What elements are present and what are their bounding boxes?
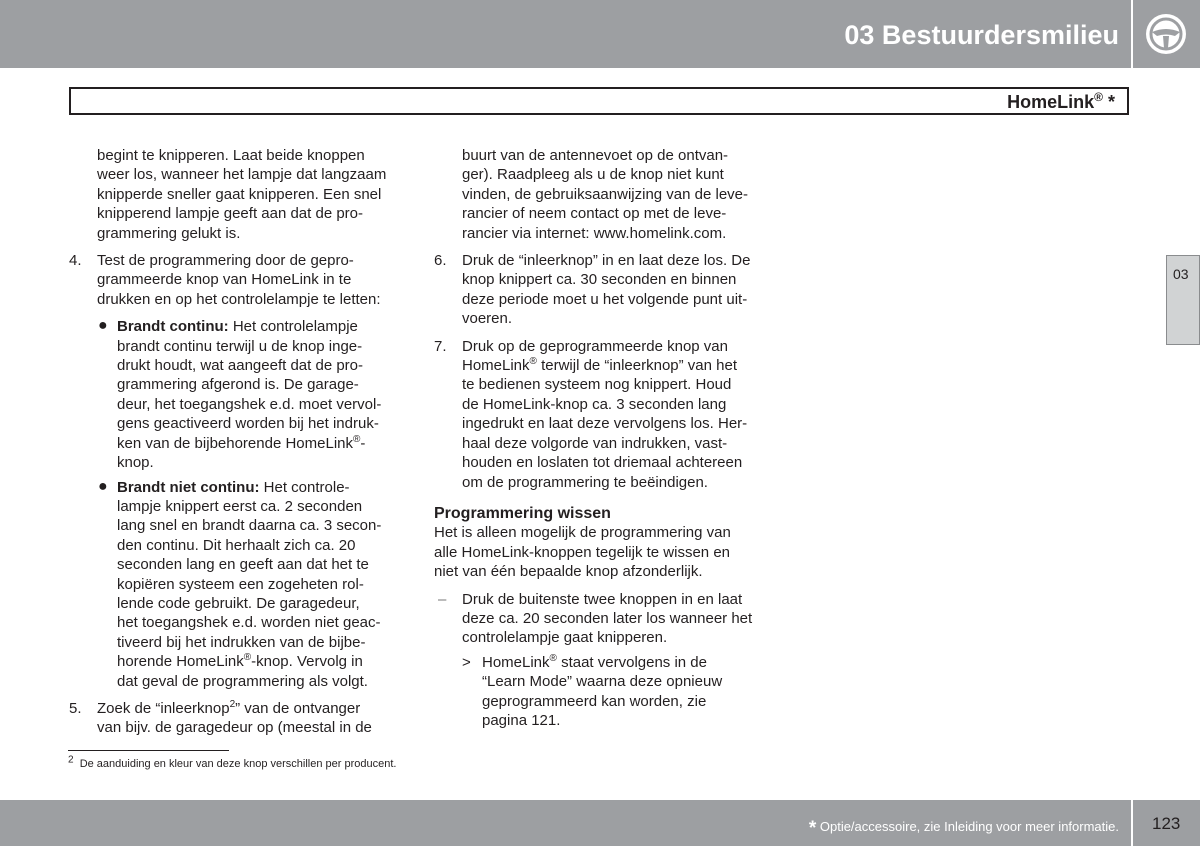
continued-paragraph: buurt van de antennevoet op de ontvan- ger). Raadpleeg als u de knop niet kunt vinden, de gebruiksaanwijzing van de leve- rancier of neem contact op met de leve- rancier via internet: www.homelink.com. <box>462 147 749 242</box>
result-item: > HomeLink® staat vervolgens in de “Learn Mode” waarna deze opnieuw geprogrammeerd kan worden, zie pagina 121. <box>462 652 723 729</box>
page-number-box <box>1133 800 1200 846</box>
bullet-brandt-continu: ● Brandt continu: Het controlelampje brandt continu terwijl u de knop inge- drukt houdt, wat aangeeft dat de pro- grammering afgerond is. De garage- deur, het toegangshek e.d. moet vervol- gens geactiveerd worden bij het indruk- ken van de bijbehorende HomeLink®- knop. <box>98 317 382 472</box>
chapter-side-tab-label: 03 <box>1173 266 1189 282</box>
footer-bar <box>0 800 1131 846</box>
page-number: 123 <box>1152 814 1181 833</box>
section-title: HomeLink® * <box>1007 90 1115 112</box>
section-heading: Programmering wissen <box>434 504 611 522</box>
list-item-7: 7. Druk op de geprogrammeerde knop van HomeLink® terwijl de “inleerknop” van het te bedienen systeem nog knippert. Houd de HomeLink-knop ca. 3 seconden lang ingedrukt en laat deze vervolgens los. Her- haal deze volgorde van indrukken, vast- houden en loslaten tot driemaal achtereen om de programmering te beëindigen. <box>434 337 748 491</box>
footnote-divider <box>68 750 229 751</box>
chapter-icon-box <box>1133 0 1200 68</box>
bullet-icon: ● <box>98 477 108 495</box>
footnote-number: 2 <box>68 754 74 766</box>
right-column <box>434 146 779 730</box>
intro-paragraph: begint te knipperen. Laat beide knoppen weer los, wanneer het lampje dat langzaam knipperde sneller gaat knipperen. Een snel knipperend lampje geeft aan dat de pro- grammering gelukt is. <box>97 147 387 242</box>
chapter-title: 03 Bestuurdersmilieu <box>844 20 1119 50</box>
dash-item: – Druk de buitenste twee knoppen in en laat deze ca. 20 seconden later los wanneer het controlelampje gaat knipperen. <box>438 590 753 647</box>
footnote-text: De aanduiding en kleur van deze knop verschillen per producent. <box>79 758 397 770</box>
bullet-icon: ● <box>98 317 108 335</box>
chapter-header-bar <box>0 0 1131 68</box>
list-item-6: 6. Druk de “inleerknop” in en laat deze los. De knop knippert ca. 30 seconden en binnen deze periode moet u het volgende punt uit- voeren. <box>434 252 751 328</box>
section-title-bar <box>69 87 1129 115</box>
list-item-5: 5. Zoek de “inleerknop$^2$” van de ontvanger van bijv. de garagedeur op (meestal in de <box>69 698 372 737</box>
footnote <box>68 754 397 770</box>
steering-wheel-icon <box>1144 12 1188 56</box>
list-item-4: 4. Test de programmering door de gepro- grammeerde knop van HomeLink in te drukken en op het controlelampje te letten: <box>69 252 381 308</box>
chapter-side-tab[interactable] <box>1166 255 1200 345</box>
wissen-paragraph: Het is alleen mogelijk de programmering van alle HomeLink-knoppen tegelijk te wissen en niet van één bepaalde knop afzonderlijk. <box>434 524 731 581</box>
left-column <box>69 146 414 738</box>
footer-note: * Optie/accessoire, zie Inleiding voor meer informatie. <box>808 818 1119 839</box>
bullet-brandt-niet-continu: ● Brandt niet continu: Het controle- lampje knippert eerst ca. 2 seconden lang snel en brandt daarna ca. 3 secon- den continu. Dit herhaalt zich ca. 20 seconden lang en geeft aan dat het te kopiëren systeem een zogeheten rol- lende code gebruikt. De garagedeur, het toegangshek e.d. worden niet geac- tiveerd bij het indrukken van de bijbe- horende HomeLink®-knop. Vervolg in dat geval de programmering als volgt. <box>98 477 382 690</box>
